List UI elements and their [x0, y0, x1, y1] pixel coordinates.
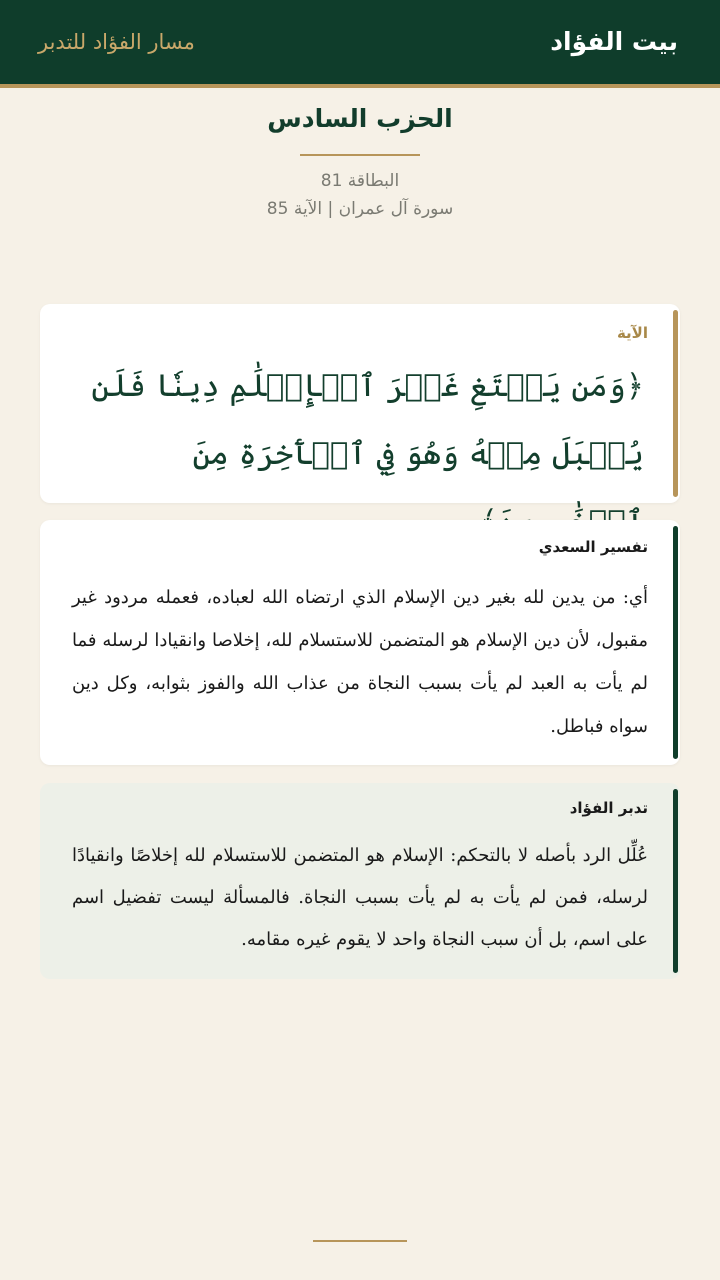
tadabbur-card-label: تدبر الفؤاد	[569, 799, 648, 817]
tafsir-text: أي: من يدين لله بغير دين الإسلام الذي ارتضاه الله لعباده، فعمله مردود غير مقبول، لأن دين الإسلام هو المتضمن للاستسلام لله، إخلاصا وانقيادا لرسله فما لم يأت به العبد لم يأت بسبب النجاة من عذاب الله والفوز بثوابه، وكل دين سواه فباطل.	[72, 587, 648, 737]
title-divider	[300, 154, 420, 156]
app-header	[0, 0, 720, 88]
surah-ayah-reference: سورة آل عمران | الآية 85	[266, 199, 454, 219]
tadabbur-text: عُلِّل الرد بأصله لا بالتحكم: الإسلام هو المتضمن للاستسلام لله إخلاصًا وانقيادًا لرسله، فمن لم يأت به لم يأت بسبب النجاة. فالمسألة ليست تفضيل اسم على اسم، بل أن سبب النجاة واحد لا يقوم غيره مقامه.	[72, 845, 648, 950]
ayah-card-accent-bar	[673, 310, 678, 497]
footer-divider	[313, 1240, 407, 1242]
tafsir-card-label: تفسير السعدي	[538, 538, 648, 556]
tafsir-card-accent-bar	[673, 526, 678, 759]
ayah-card-label: الآية	[616, 324, 648, 342]
ayah-text: ﴿وَمَن يَبۡتَغِ غَيۡرَ ٱلۡإِسۡلَٰمِ دِينٗا فَلَن يُقۡبَلَ مِنۡهُ وَهُوَ فِي ٱلۡأٓخِرَةِ مِنَ	[91, 368, 644, 472]
app-brand-title[interactable]: بيت الفؤاد	[550, 27, 678, 56]
tadabbur-card	[40, 783, 680, 979]
app-subtitle-link[interactable]: مسار الفؤاد للتدبر	[38, 30, 195, 54]
card-number: البطاقة 81	[320, 171, 400, 191]
tadabbur-card-accent-bar	[673, 789, 678, 973]
tafsir-card	[40, 520, 680, 765]
ayah-card	[40, 304, 680, 503]
hizb-title: الحزب السادس	[267, 104, 453, 133]
